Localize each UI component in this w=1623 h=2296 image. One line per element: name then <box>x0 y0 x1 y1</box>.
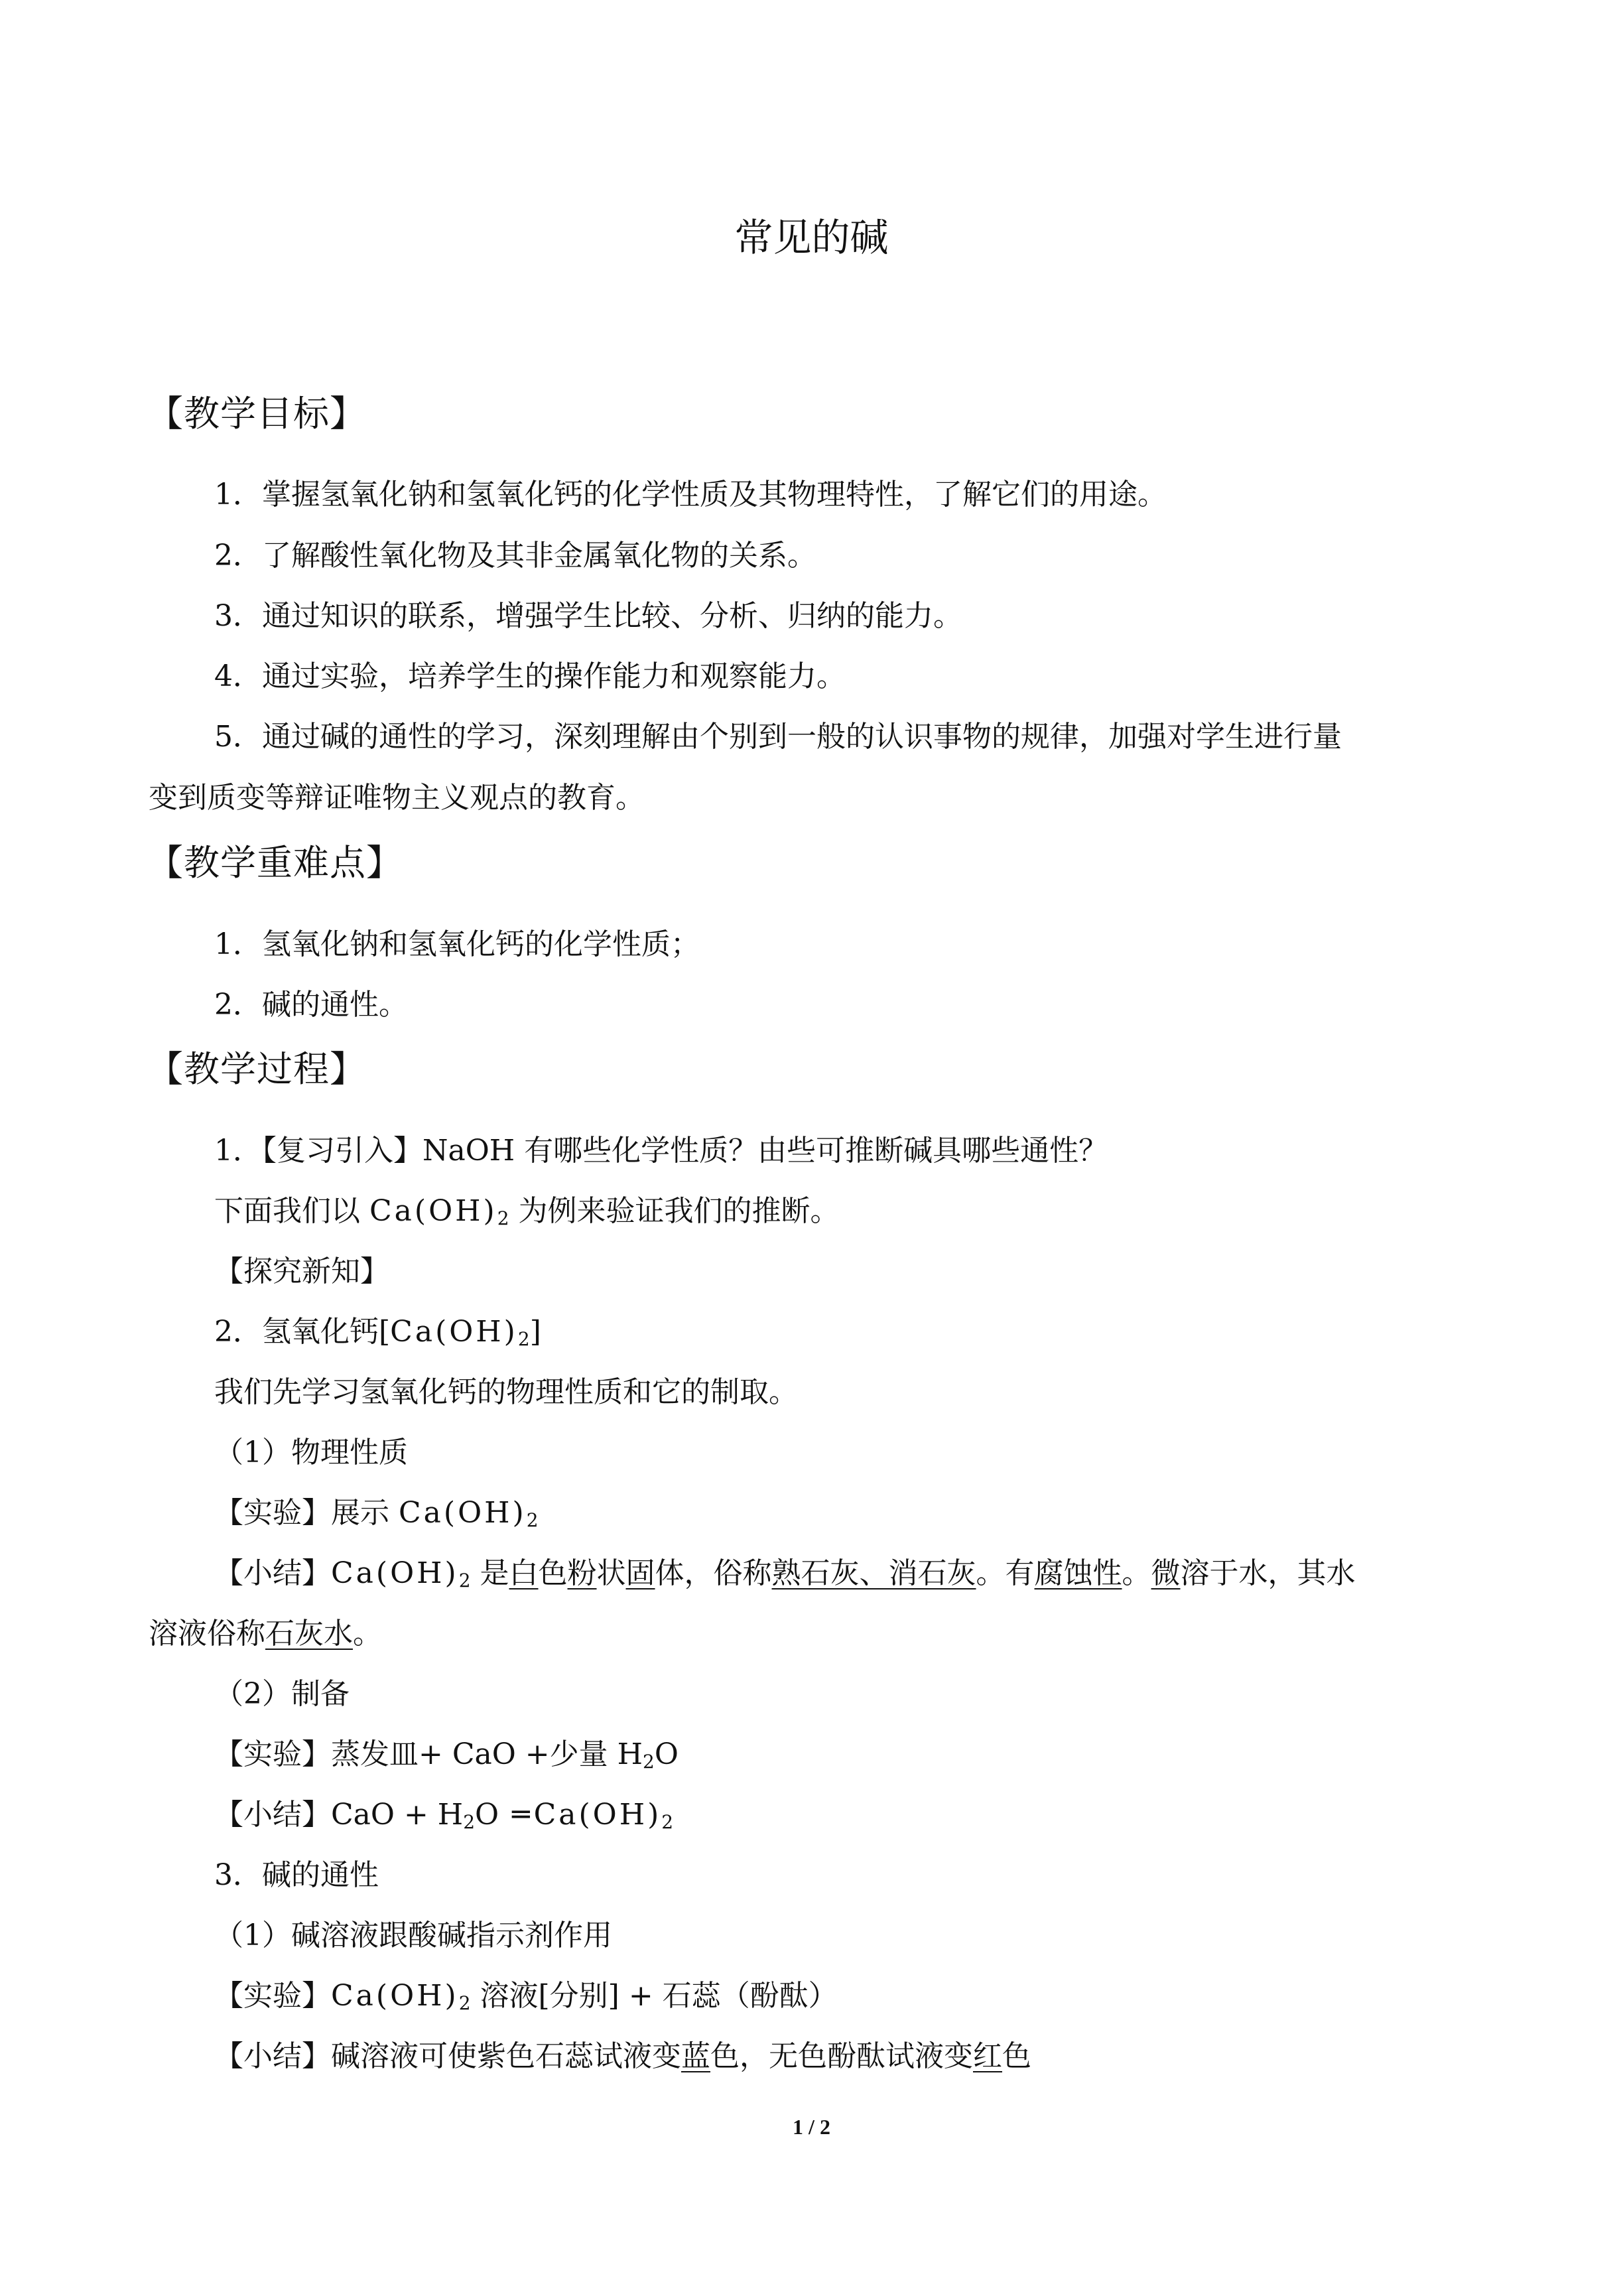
process-line-equation: 【小结】CaO + $H_2O$ ═ $Ca(OH)_2$ <box>214 1795 673 1842</box>
process-line-summary-continued: 溶液俗称石灰水。 <box>149 1617 382 1651</box>
process-line-intro: 下面我们以 $Ca(OH)_2$ 为例来验证我们的推断。 <box>214 1194 840 1229</box>
chem-formula: Ca(OH) <box>390 1315 518 1349</box>
underlined-term: 固 <box>625 1556 655 1590</box>
underlined-term: 微 <box>1151 1556 1181 1590</box>
underlined-term: 石灰水 <box>265 1617 353 1651</box>
underlined-term: 熟石灰、消石灰 <box>771 1556 976 1590</box>
underlined-term: 粉 <box>567 1556 597 1590</box>
key-point-item: 1．氢氧化钠和氢氧化钙的化学性质； <box>214 927 700 961</box>
process-line-review: 1．【复习引入】NaOH 有哪些化学性质？由些可推断碱具哪些通性？ <box>214 1134 1108 1168</box>
process-line-experiment-show: 【实验】展示 $Ca(OH)_2$ <box>214 1496 539 1531</box>
process-line-general-properties: 3．碱的通性 <box>214 1858 379 1892</box>
underlined-term: 红 <box>973 2039 1002 2073</box>
chem-formula: Ca(OH) <box>331 1556 459 1590</box>
section-heading-key-points: 【教学重难点】 <box>147 842 403 884</box>
objective-item-continued: 变到质变等辩证唯物主义观点的教育。 <box>149 781 645 815</box>
process-line-summary-properties: 【小结】$Ca(OH)_2$ 是白色粉状固体，俗称熟石灰、消石灰。有腐蚀性。微溶于水，其水 <box>214 1556 1356 1591</box>
process-line-calcium-hydroxide: 2．氢氧化钙$[Ca(OH)_2]$ <box>214 1315 541 1350</box>
chem-formula: Ca(OH) <box>331 1979 459 2013</box>
objective-item: 4．通过实验，培养学生的操作能力和观察能力。 <box>214 659 846 693</box>
objective-item: 2．了解酸性氧化物及其非金属氧化物的关系。 <box>214 539 816 573</box>
process-line-experiment-prepare: 【实验】蒸发皿+ CaO +少量 $H_2O$ <box>214 1737 679 1773</box>
process-line-indicator: （1）碱溶液跟酸碱指示剂作用 <box>214 1919 612 1952</box>
underlined-term: 白 <box>509 1556 539 1590</box>
chem-formula: Ca(OH) <box>369 1194 497 1228</box>
process-line-summary-indicator: 【小结】碱溶液可使紫色石蕊试液变蓝色，无色酚酞试液变红色 <box>214 2039 1031 2073</box>
process-line-learn: 我们先学习氢氧化钙的物理性质和它的制取。 <box>214 1375 798 1409</box>
section-heading-objectives: 【教学目标】 <box>147 393 366 435</box>
process-line-experiment-indicator: 【实验】$Ca(OH)_2$ 溶液[分别] + 石蕊（酚酞） <box>214 1979 838 2014</box>
key-point-item: 2．碱的通性。 <box>214 988 408 1022</box>
underlined-term: 腐蚀性 <box>1034 1556 1122 1590</box>
underlined-term: 蓝 <box>681 2039 710 2073</box>
objective-item: 3．通过知识的联系，增强学生比较、分析、归纳的能力。 <box>214 599 962 633</box>
section-heading-process: 【教学过程】 <box>147 1048 366 1090</box>
process-line-physical-properties: （1）物理性质 <box>214 1436 408 1469</box>
process-line-preparation: （2）制备 <box>214 1677 350 1711</box>
chem-formula: Ca(OH) <box>533 1798 662 1832</box>
objective-item: 5．通过碱的通性的学习，深刻理解由个别到一般的认识事物的规律，加强对学生进行量 <box>214 720 1342 754</box>
document-title: 常见的碱 <box>734 215 889 260</box>
equals-sign: ═ <box>512 1798 530 1832</box>
process-line-explore: 【探究新知】 <box>214 1254 389 1288</box>
chem-formula: Ca(OH) <box>399 1496 527 1530</box>
page-number: 1 / 2 <box>793 2115 830 2139</box>
objective-item: 1．掌握氢氧化钠和氢氧化钙的化学性质及其物理特性，了解它们的用途。 <box>214 478 1167 511</box>
